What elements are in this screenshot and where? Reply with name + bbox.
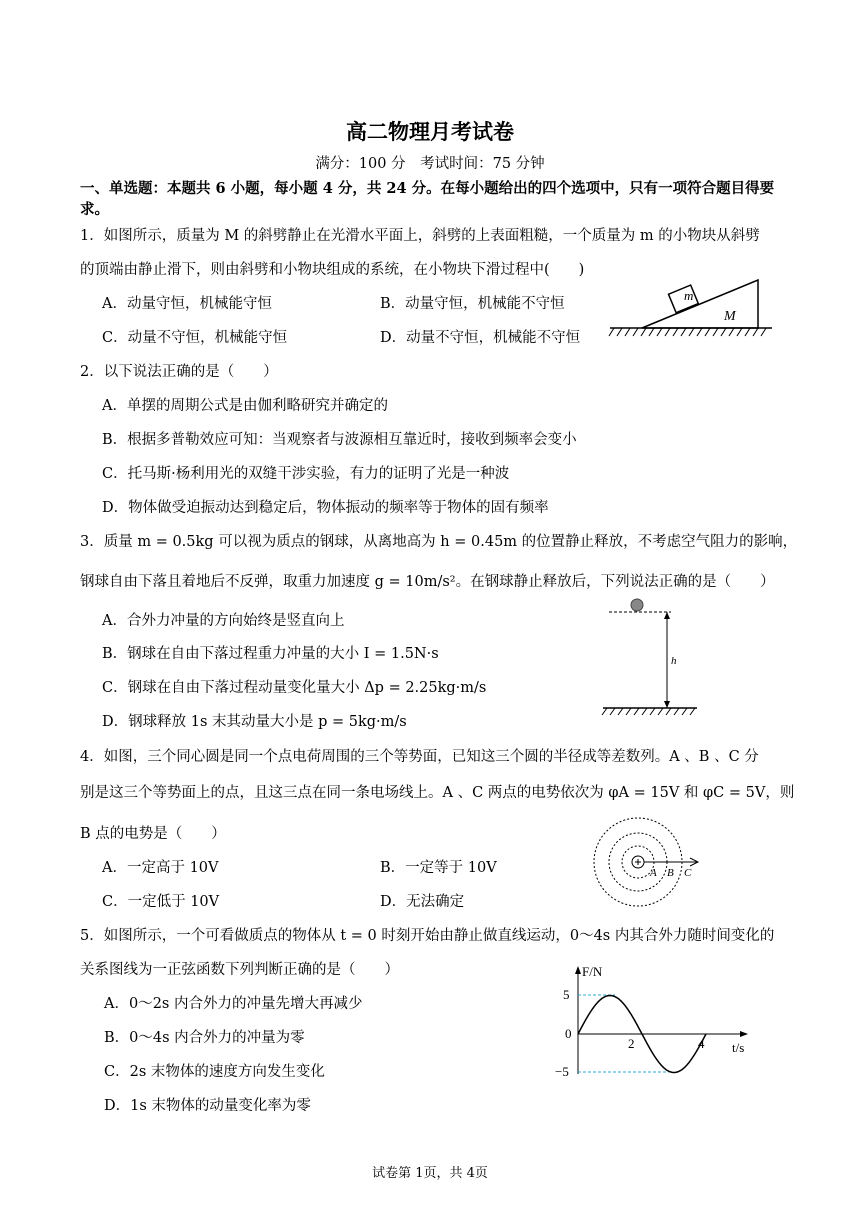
label-h: h (671, 655, 677, 667)
tick-2: 2 (628, 1036, 635, 1051)
q2-option-c: C．托马斯·杨利用光的双缝干涉实验，有力的证明了光是一种波 (102, 466, 510, 482)
page-footer: 试卷第 1页，共 4页 (372, 1166, 488, 1181)
q2-option-d: D．物体做受迫振动达到稳定后，物体振动的频率等于物体的固有频率 (102, 500, 549, 516)
label-b: B (667, 867, 674, 879)
q1-option-a: A．动量守恒，机械能守恒 (102, 296, 272, 312)
q5-option-d: D．1s 末物体的动量变化率为零 (104, 1098, 311, 1114)
tick-0: 0 (565, 1026, 572, 1041)
x-axis-label: t/s (732, 1040, 745, 1055)
q1-option-c: C．动量不守恒，机械能守恒 (102, 330, 288, 346)
section-heading: 一、单选题：本题共 6 小题，每小题 4 分，共 24 分。在每小题给出的四个选项中，只有一项符合题目得要求。 (80, 180, 775, 218)
q4-option-a: A．一定高于 10V (102, 860, 219, 876)
q4-option-b: B．一定等于 10V (380, 860, 497, 876)
q5-option-a: A．0～2s 内合外力的冲量先增大再减少 (104, 996, 363, 1012)
q1-option-d: D．动量不守恒，机械能不守恒 (380, 330, 581, 346)
q4-line-3: B 点的电势是（ ） (80, 826, 226, 842)
q2-option-a: A．单摆的周期公式是由伽利略研究并确定的 (102, 398, 388, 414)
label-big-m: M (724, 309, 736, 324)
y-axis-label: F/N (582, 964, 603, 979)
q5-option-c: C．2s 末物体的速度方向发生变化 (104, 1064, 325, 1080)
q5-line-2: 关系图线为一正弦函数下列判断正确的是（ ） (80, 962, 399, 978)
falling-ball-figure (595, 596, 705, 718)
q3-option-b: B．钢球在自由下落过程重力冲量的大小 I = 1.5N·s (102, 646, 439, 662)
q2-line-1: 2．以下说法正确的是（ ） (80, 364, 278, 380)
equipotential-circles-figure (590, 818, 710, 908)
page-title: 高二物理月考试卷 (346, 119, 514, 144)
q3-option-c: C．钢球在自由下落过程动量变化量大小 Δp = 2.25kg·m/s (102, 680, 487, 696)
q3-option-d: D．钢球释放 1s 末其动量大小是 p = 5kg·m/s (102, 714, 407, 730)
q4-option-d: D．无法确定 (380, 894, 465, 910)
q3-option-a: A．合外力冲量的方向始终是竖直向上 (102, 613, 345, 629)
label-c: C (684, 867, 692, 879)
tick-4: 4 (698, 1036, 705, 1051)
q3-line-2: 钢球自由下落且着地后不反弹，取重力加速度 g = 10m/s²。在钢球静止释放后，下列说法正确的是（ ） (80, 574, 775, 590)
exam-info: 满分：100 分 考试时间：75 分钟 (315, 156, 545, 172)
q1-line-2: 的顶端由静止滑下，则由斜劈和小物块组成的系统，在小物块下滑过程中( ) (80, 262, 585, 278)
q2-option-b: B．根据多普勒效应可知：当观察者与波源相互靠近时，接收到频率会变小 (102, 432, 577, 448)
q4-line-2: 别是这三个等势面上的点，且这三点在同一条电场线上。A 、C 两点的电势依次为 φA = 15V 和 φC = 5V，则 (80, 785, 795, 801)
tick-5: 5 (563, 987, 570, 1002)
q4-line-1: 4．如图，三个同心圆是同一个点电荷周围的三个等势面，已知这三个圆的半径成等差数列。A 、B 、C 分 (80, 749, 759, 765)
q5-line-1: 5．如图所示，一个可看做质点的物体从 t = 0 时刻开始由静止做直线运动，0～4s 内其合外力随时间变化的 (80, 928, 775, 944)
q1-option-b: B．动量守恒，机械能不守恒 (380, 296, 565, 312)
tick-neg5: −5 (555, 1064, 569, 1079)
q5-option-b: B．0～4s 内合外力的冲量为零 (104, 1030, 305, 1046)
force-time-graph (550, 962, 760, 1087)
q4-option-c: C．一定低于 10V (102, 894, 220, 910)
incline-figure (600, 270, 780, 345)
q3-line-1: 3．质量 m = 0.5kg 可以视为质点的钢球，从离地高为 h = 0.45m 的位置静止释放，不考虑空气阻力的影响， (80, 534, 798, 550)
q1-line-1: 1．如图所示，质量为 M 的斜劈静止在光滑水平面上，斜劈的上表面粗糙，一个质量为 m 的小物块从斜劈 (80, 228, 760, 244)
label-a: A (650, 867, 657, 879)
label-small-m: m (684, 288, 694, 303)
